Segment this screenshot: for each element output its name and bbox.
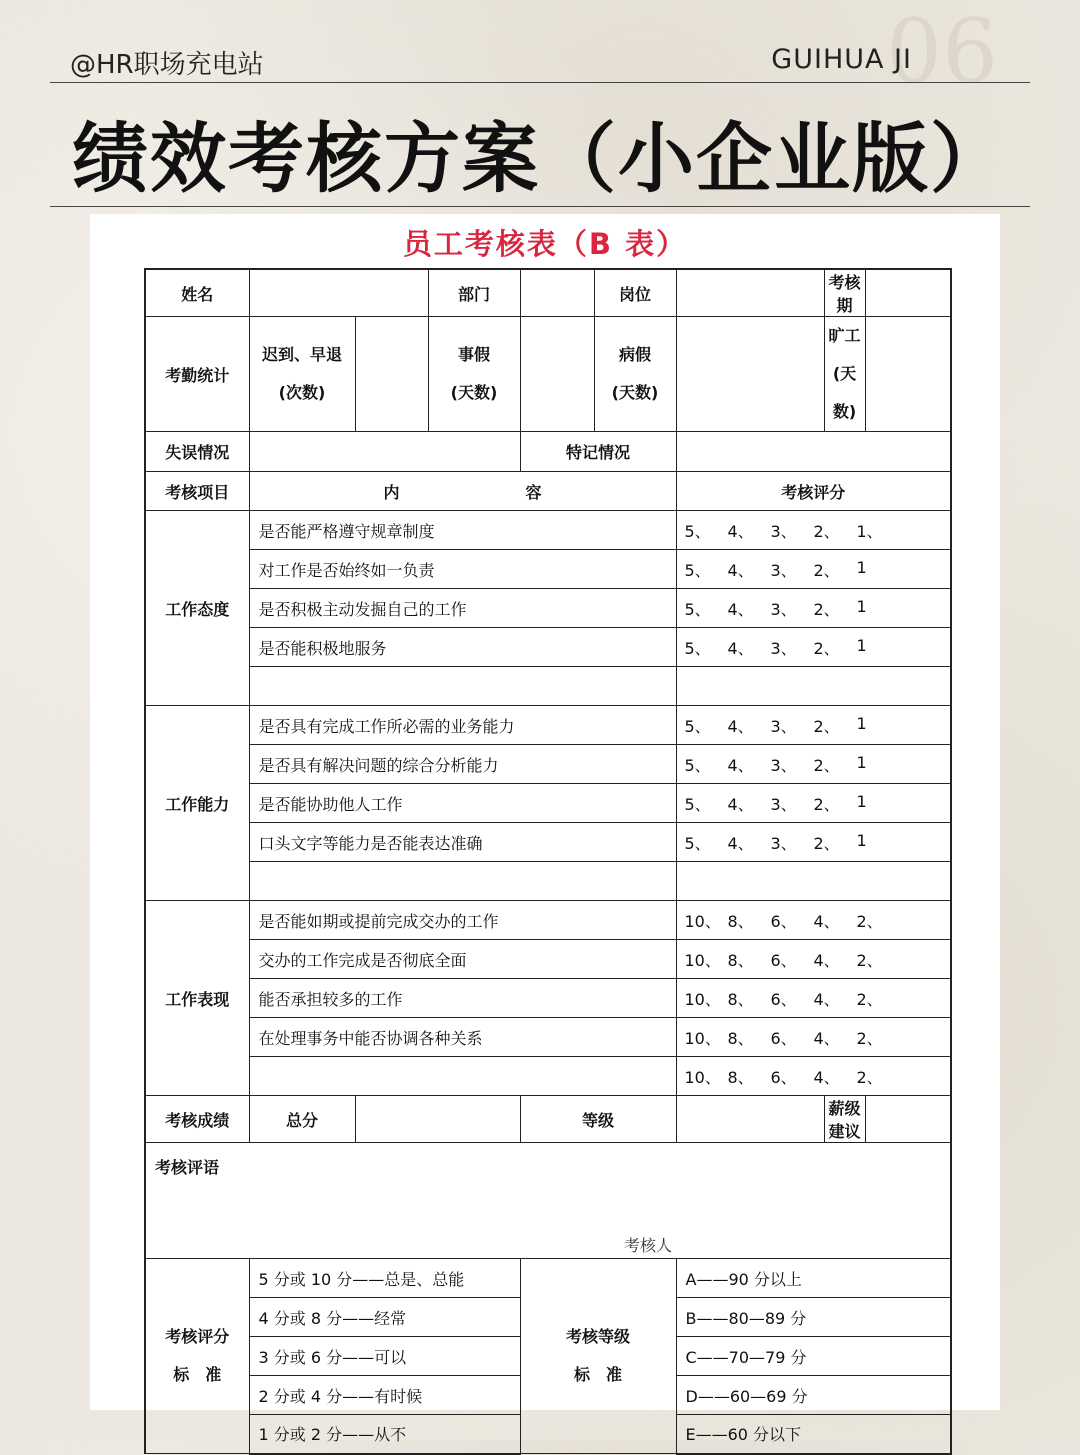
- score-standard-label: 考核评分 标 准: [145, 1259, 249, 1454]
- blank-score[interactable]: [676, 862, 951, 901]
- grade-standard-item: A——90 分以上: [676, 1259, 951, 1298]
- absent-label: 旷工 (天数): [824, 317, 865, 432]
- score-standard-item: 3 分或 6 分——可以: [249, 1337, 520, 1376]
- dept-label: 部门: [428, 269, 520, 317]
- late-label: 迟到、早退 (次数): [249, 317, 355, 432]
- dept-field[interactable]: [520, 269, 594, 317]
- grade-standard-label: 考核等级 标 准: [520, 1259, 676, 1454]
- section-label: 工作表现: [145, 901, 249, 1096]
- score-standard-item: 2 分或 4 分——有时候: [249, 1376, 520, 1415]
- page-number: 06: [886, 0, 998, 103]
- score-standard-item: 5 分或 10 分——总是、总能: [249, 1259, 520, 1298]
- grade-standard-item: E——60 分以下: [676, 1415, 951, 1454]
- grade-standard-item: D——60—69 分: [676, 1376, 951, 1415]
- sick-field[interactable]: [676, 317, 824, 432]
- total-field[interactable]: [355, 1096, 520, 1143]
- salary-field[interactable]: [865, 1096, 951, 1143]
- score-options[interactable]: 5、 4、 3、 2、 1: [676, 589, 951, 628]
- comment-area[interactable]: [145, 1143, 951, 1259]
- blank-criterion[interactable]: [249, 667, 676, 706]
- criterion-text: 能否承担较多的工作: [249, 979, 676, 1018]
- notes-field[interactable]: [676, 432, 951, 472]
- notes-label: 特记情况: [520, 432, 676, 472]
- grade-standard-item: C——70—79 分: [676, 1337, 951, 1376]
- criterion-text: 是否具有解决问题的综合分析能力: [249, 745, 676, 784]
- sick-label: 病假 (天数): [594, 317, 676, 432]
- content-header: 内 容: [249, 472, 676, 511]
- criterion-text: 是否积极主动发掘自己的工作: [249, 589, 676, 628]
- score-standard-item: 1 分或 2 分——从不: [249, 1415, 520, 1454]
- score-options[interactable]: 5、 4、 3、 2、 1: [676, 628, 951, 667]
- leave-field[interactable]: [520, 317, 594, 432]
- period-field[interactable]: [865, 269, 951, 317]
- salary-label: 薪级建议: [824, 1096, 865, 1143]
- score-options[interactable]: 10、 8、 6、 4、 2、: [676, 901, 951, 940]
- late-field[interactable]: [355, 317, 428, 432]
- criterion-text: 交办的工作完成是否彻底全面: [249, 940, 676, 979]
- evaluation-table: [144, 268, 952, 1455]
- blank-score[interactable]: [676, 667, 951, 706]
- result-label: 考核成绩: [145, 1096, 249, 1143]
- total-label: 总分: [249, 1096, 355, 1143]
- score-options[interactable]: 5、 4、 3、 2、 1: [676, 784, 951, 823]
- mistakes-field[interactable]: [249, 432, 520, 472]
- name-field[interactable]: [249, 269, 428, 317]
- top-divider: [50, 82, 1030, 83]
- grade-label: 等级: [520, 1096, 676, 1143]
- criterion-text: 口头文字等能力是否能表达准确: [249, 823, 676, 862]
- score-options[interactable]: 10、 8、 6、 4、 2、: [676, 979, 951, 1018]
- brand-name: GUIHUA JI: [771, 44, 912, 75]
- grade-field[interactable]: [676, 1096, 824, 1143]
- period-label: 考核期: [824, 269, 865, 317]
- criterion-text: 是否能如期或提前完成交办的工作: [249, 901, 676, 940]
- criterion-text: 是否具有完成工作所必需的业务能力: [249, 706, 676, 745]
- comment-label: 考核评语: [155, 1158, 220, 1177]
- score-options[interactable]: 5、 4、 3、 2、 1: [676, 823, 951, 862]
- criterion-text: 对工作是否始终如一负责: [249, 550, 676, 589]
- assessor-label: 考核人: [624, 1236, 673, 1255]
- score-options[interactable]: 10、 8、 6、 4、 2、: [676, 940, 951, 979]
- name-label: 姓名: [145, 269, 249, 317]
- score-options[interactable]: 5、 4、 3、 2、 1、: [676, 511, 951, 550]
- score-standard-item: 4 分或 8 分——经常: [249, 1298, 520, 1337]
- criterion-text: 是否能积极地服务: [249, 628, 676, 667]
- score-options[interactable]: 5、 4、 3、 2、 1: [676, 550, 951, 589]
- blank-criterion[interactable]: [249, 1057, 676, 1096]
- section-label: 工作态度: [145, 511, 249, 706]
- grade-standard-item: B——80—89 分: [676, 1298, 951, 1337]
- account-handle: @HR职场充电站: [70, 50, 264, 80]
- evaluation-sheet: [90, 214, 1000, 1445]
- page-title: 绩效考核方案（小企业版）: [72, 114, 1008, 203]
- score-header: 考核评分: [676, 472, 951, 511]
- title-divider: [50, 206, 1030, 207]
- criterion-text: 是否能协助他人工作: [249, 784, 676, 823]
- criterion-text: 是否能严格遵守规章制度: [249, 511, 676, 550]
- sheet-title: 员工考核表（B 表）: [402, 227, 688, 261]
- post-field[interactable]: [676, 269, 824, 317]
- score-options[interactable]: 10、 8、 6、 4、 2、: [676, 1018, 951, 1057]
- score-options[interactable]: 5、 4、 3、 2、 1: [676, 745, 951, 784]
- criterion-text: 在处理事务中能否协调各种关系: [249, 1018, 676, 1057]
- leave-label: 事假 (天数): [428, 317, 520, 432]
- attendance-label: 考勤统计: [145, 317, 249, 432]
- score-options[interactable]: 10、 8、 6、 4、 2、: [676, 1057, 951, 1096]
- post-label: 岗位: [594, 269, 676, 317]
- section-label: 工作能力: [145, 706, 249, 901]
- blank-criterion[interactable]: [249, 862, 676, 901]
- score-options[interactable]: 5、 4、 3、 2、 1: [676, 706, 951, 745]
- absent-field[interactable]: [865, 317, 951, 432]
- item-header: 考核项目: [145, 472, 249, 511]
- mistakes-label: 失误情况: [145, 432, 249, 472]
